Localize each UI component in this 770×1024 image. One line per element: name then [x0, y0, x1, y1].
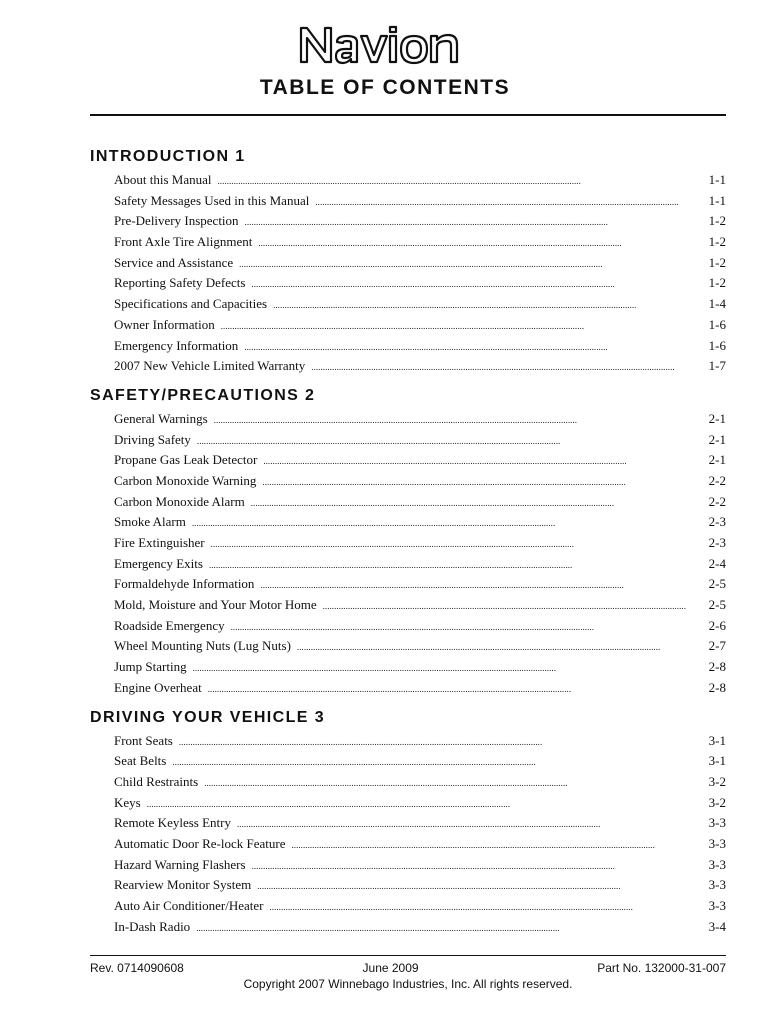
dot-leader [211, 534, 707, 555]
toc-entry-page: 1-6 [708, 337, 726, 353]
dot-leader [147, 794, 707, 815]
dot-leader [291, 835, 706, 856]
dot-leader [193, 658, 707, 679]
toc-entry [114, 834, 726, 855]
toc-entry [114, 253, 726, 274]
dot-leader [252, 856, 707, 877]
toc-entry-page: 2-8 [708, 659, 726, 675]
dot-leader [258, 233, 706, 254]
dot-leader [221, 316, 707, 337]
dot-leader [192, 513, 707, 534]
toc-entry [114, 471, 726, 492]
navion-logo-mark [297, 22, 473, 66]
toc-entry [114, 678, 726, 699]
dot-leader [251, 274, 706, 295]
dot-leader [273, 295, 707, 316]
navion-logo [0, 22, 770, 72]
dot-leader [231, 617, 707, 638]
toc-entry [114, 315, 726, 336]
toc-entry [114, 273, 726, 294]
toc-entry-page: 1-4 [708, 296, 726, 312]
toc-entry-page: 3-3 [708, 877, 726, 893]
toc-entry-page: 1-6 [708, 316, 726, 332]
toc-entry-page: 3-1 [708, 753, 726, 769]
toc-entry-label: Emergency Exits [114, 555, 203, 571]
toc-entry-label: Formaldehyde Information [114, 576, 255, 592]
toc-entry [114, 616, 726, 637]
dot-leader [311, 357, 706, 378]
toc-entry-page: 1-2 [708, 254, 726, 270]
toc-entry-label: Hazard Warning Flashers [114, 856, 246, 872]
toc-entry-page: 2-5 [708, 597, 726, 613]
title-rule [90, 114, 726, 116]
toc-entry-list [90, 731, 726, 938]
toc-entry-label: Emergency Information [114, 337, 239, 353]
dot-leader [297, 637, 707, 658]
toc-entry-label: Reporting Safety Defects [114, 275, 246, 291]
toc-entry-label: Keys [114, 794, 141, 810]
toc-entry-list [90, 409, 726, 699]
toc-entry-label: Safety Messages Used in this Manual [114, 192, 310, 208]
toc-entry-label: Owner Information [114, 316, 215, 332]
toc-entry [114, 574, 726, 595]
dot-leader [251, 493, 707, 514]
toc-entry-label: General Warnings [114, 410, 208, 426]
revision-number: Rev. 0714090608 [90, 961, 184, 975]
toc-entry [114, 636, 726, 657]
toc-entry-label: Jump Starting [114, 659, 187, 675]
dot-leader [260, 575, 706, 596]
dot-leader [209, 555, 707, 576]
dot-leader [262, 472, 706, 493]
toc-entry-label: Pre-Delivery Inspection [114, 213, 239, 229]
toc-entry [114, 211, 726, 232]
toc-entry-label: Carbon Monoxide Alarm [114, 493, 245, 509]
toc-entry-label: 2007 New Vehicle Limited Warranty [114, 358, 306, 374]
dot-leader [323, 596, 707, 617]
toc-entry-page: 3-3 [708, 898, 726, 913]
toc-entry-page: 1-2 [708, 234, 726, 250]
dot-leader [257, 876, 706, 897]
toc-entry-label: Propane Gas Leak Detector [114, 452, 258, 468]
toc-entry [114, 533, 726, 554]
toc-entry-page: 2-4 [708, 555, 726, 571]
toc-entry-page: 2-3 [708, 535, 726, 550]
toc-entry-label: Auto Air Conditioner/Heater [114, 898, 264, 913]
toc-entry-page: 3-3 [708, 835, 726, 851]
page-title: TABLE OF CONTENTS [259, 76, 511, 99]
toc-entry-label: Child Restraints [114, 773, 199, 789]
toc-entry-label: About this Manual [114, 172, 212, 187]
toc-entry-label: Carbon Monoxide Warning [114, 472, 257, 488]
toc-entry-page: 2-7 [708, 638, 726, 654]
toc-entry [114, 450, 726, 471]
toc-entry-label: Fire Extinguisher [114, 535, 205, 550]
toc-entry-page: 2-1 [708, 410, 726, 426]
toc-entry-page: 1-2 [708, 275, 726, 291]
toc-entry [114, 855, 726, 876]
toc-entry [114, 336, 726, 357]
toc-entry-label: Smoke Alarm [114, 514, 186, 530]
toc-entry-page: 2-1 [708, 431, 726, 447]
section-title: DRIVING YOUR VEHICLE 3 [90, 708, 325, 726]
dot-leader [204, 773, 707, 794]
toc-entry-page: 3-4 [708, 918, 726, 934]
toc-entry-label: Roadside Emergency [114, 617, 225, 633]
copyright-notice: Copyright 2007 Winnebago Industries, Inc. All rights reserved. [243, 977, 573, 991]
dot-leader [218, 171, 707, 192]
toc-entry-page: 2-5 [708, 576, 726, 592]
toc-entry [114, 409, 726, 430]
toc-entry-page: 2-8 [708, 679, 726, 695]
toc-section-driving-your-vehicle [90, 705, 726, 938]
dot-leader [179, 732, 707, 753]
toc-entry [114, 294, 726, 315]
toc-entry-page: 2-2 [708, 493, 726, 509]
toc-entry [114, 232, 726, 253]
toc-entry-label: Front Seats [114, 732, 173, 748]
section-title: INTRODUCTION 1 [90, 148, 246, 165]
toc-entry-page: 3-1 [708, 732, 726, 748]
toc-entry [114, 875, 726, 896]
footer-row [90, 961, 726, 975]
toc-entry-page: 2-3 [708, 514, 726, 530]
toc-entry-list [90, 170, 726, 377]
toc-entry [114, 430, 726, 451]
toc-entry-label: Service and Assistance [114, 254, 234, 270]
dot-leader [208, 679, 707, 700]
toc-entry-page: 3-2 [708, 794, 726, 810]
toc-entry-page: 1-1 [708, 192, 726, 208]
toc-section-introduction [90, 144, 726, 377]
toc-entry-page: 3-3 [708, 815, 726, 831]
dot-leader [172, 752, 706, 773]
toc-entry-label: Remote Keyless Entry [114, 815, 231, 831]
toc-entry [114, 793, 726, 814]
dot-leader [197, 431, 707, 452]
toc-entry [114, 170, 726, 191]
footer-rule [90, 955, 726, 956]
toc-entry-label: In-Dash Radio [114, 918, 191, 934]
toc-entry [114, 813, 726, 834]
toc-entry [114, 356, 726, 377]
dot-leader [239, 254, 707, 275]
toc-entry-label: Specifications and Capacities [114, 296, 268, 312]
toc-entry-page: 3-3 [708, 856, 726, 872]
toc-entry-label: Seat Belts [114, 753, 167, 769]
toc-entry [114, 595, 726, 616]
dot-leader [263, 451, 706, 472]
toc-entry-label: Mold, Moisture and Your Motor Home [114, 597, 317, 613]
toc-entry [114, 751, 726, 772]
toc-entry [114, 492, 726, 513]
toc-entry-label: Wheel Mounting Nuts (Lug Nuts) [114, 638, 291, 654]
toc-entry-label: Automatic Door Re-lock Feature [114, 835, 286, 851]
toc-entry-label: Engine Overheat [114, 679, 202, 695]
toc-entry [114, 554, 726, 575]
dot-leader [214, 410, 707, 431]
dot-leader [196, 918, 706, 939]
dot-leader [237, 814, 707, 835]
toc-entry-page: 1-1 [708, 172, 726, 187]
toc-entry-label: Rearview Monitor System [114, 877, 252, 893]
toc-entry-page: 1-2 [708, 213, 726, 229]
toc-entry [114, 657, 726, 678]
dot-leader [244, 337, 706, 358]
toc-entry-page: 2-2 [708, 472, 726, 488]
toc-entry-label: Driving Safety [114, 431, 191, 447]
toc-entry-page: 1-7 [708, 358, 726, 374]
toc-entry-page: 2-6 [708, 617, 726, 633]
part-number: Part No. 132000-31-007 [597, 961, 726, 975]
dot-leader [269, 897, 706, 918]
publication-date: June 2009 [362, 961, 419, 975]
dot-leader [245, 212, 707, 233]
table-of-contents [90, 144, 726, 943]
toc-entry-page: 2-1 [708, 452, 726, 468]
toc-section-safety-precautions [90, 383, 726, 699]
toc-entry [114, 731, 726, 752]
section-title: SAFETY/PRECAUTIONS 2 [90, 386, 316, 404]
toc-entry-label: Front Axle Tire Alignment [114, 234, 253, 250]
toc-entry [114, 512, 726, 533]
toc-entry-page: 3-2 [708, 773, 726, 789]
dot-leader [315, 192, 706, 213]
toc-entry [114, 772, 726, 793]
toc-entry [114, 917, 726, 938]
page-footer [90, 961, 726, 991]
toc-entry [114, 191, 726, 212]
toc-entry [114, 896, 726, 917]
